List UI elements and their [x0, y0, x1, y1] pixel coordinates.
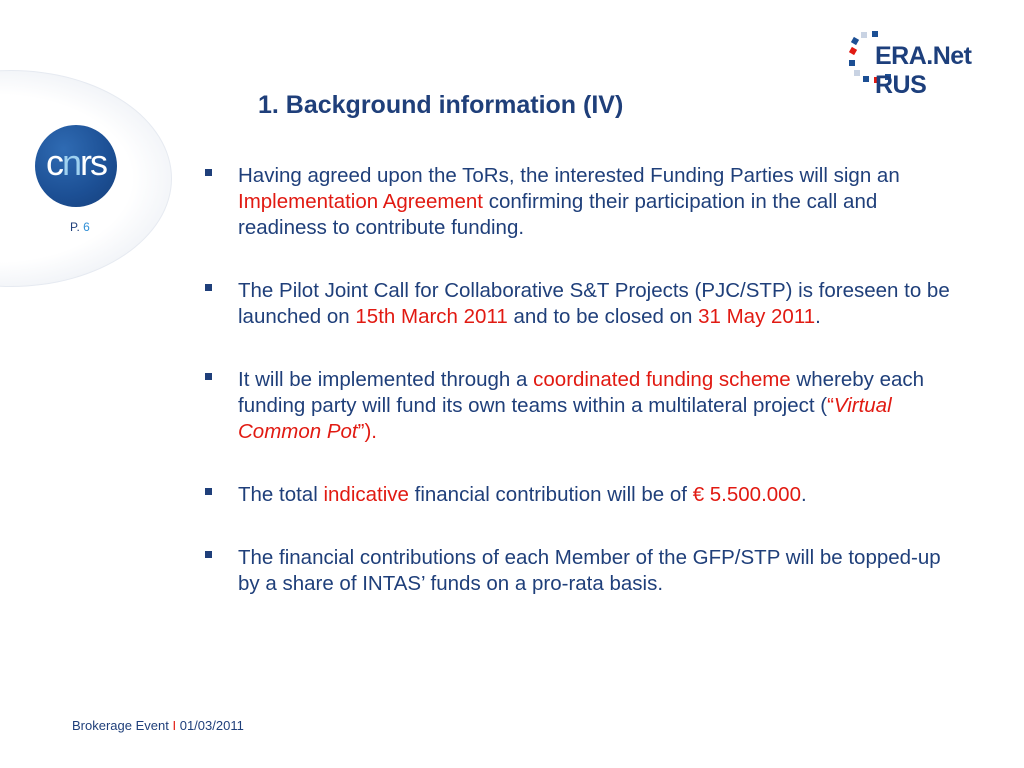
bullet-list: [205, 163, 965, 634]
bullet-text: .: [800, 483, 807, 506]
bullet-text: confirming their participation in the call and readiness to contribute funding.: [238, 190, 878, 239]
cnrs-logo-text: [46, 142, 106, 184]
list-item: [205, 278, 965, 330]
cnrs-letter: r: [80, 142, 91, 183]
page-label: P.: [70, 220, 80, 234]
bullet-text: The total: [238, 483, 324, 506]
bullet-text: It will be implemented through a: [238, 368, 534, 391]
list-item: [205, 367, 965, 445]
square-bullet-icon: [205, 551, 212, 558]
bullet-text: and to be closed on: [507, 305, 699, 328]
slide-title: 1. Background information (IV): [258, 91, 624, 119]
square-bullet-icon: [205, 373, 212, 380]
highlighted-text: € 5.500.000: [692, 483, 801, 506]
page-number: [70, 220, 90, 234]
bullet-text: financial contribution will be of: [408, 483, 693, 506]
list-item: [205, 545, 965, 597]
highlighted-text: “Virtual Common Pot”).: [238, 394, 892, 443]
bullet-text: .: [815, 305, 821, 328]
bullet-text: The financial contributions of each Member of the GFP/STP will be topped-up by a share of INTAS’ funds on a pro-rata basis.: [238, 546, 941, 595]
cnrs-letter: c: [45, 142, 62, 183]
bullet-text: The Pilot Joint Call for Collaborative S&T Projects (PJC/STP) is foreseen to be launched on: [238, 279, 950, 328]
highlighted-text: 31 May 2011: [698, 305, 816, 328]
highlighted-text: indicative: [323, 483, 409, 506]
list-item: [205, 163, 965, 241]
square-bullet-icon: [205, 284, 212, 291]
square-bullet-icon: [205, 169, 212, 176]
page-number-value: 6: [83, 220, 90, 234]
highlighted-text: coordinated funding scheme: [533, 368, 791, 391]
footer-date: 01/03/2011: [179, 718, 244, 733]
cnrs-logo: [35, 125, 117, 207]
highlighted-text: Implementation Agreement: [238, 190, 483, 213]
footer: [72, 718, 244, 733]
cnrs-letter: s: [90, 142, 107, 183]
bullet-text: whereby each funding party will fund its own teams within a multilateral project (: [238, 368, 925, 417]
list-item: [205, 482, 965, 508]
bullet-text: Having agreed upon the ToRs, the interested Funding Parties will sign an: [238, 164, 900, 187]
highlighted-text: 15th March 2011: [355, 305, 508, 328]
footer-separator: I: [172, 718, 177, 733]
footer-event: Brokerage Event: [72, 718, 169, 733]
cnrs-letter: n: [61, 142, 81, 183]
square-bullet-icon: [205, 488, 212, 495]
era-net-rus-logo-text: ERA.Net RUS: [875, 42, 972, 99]
